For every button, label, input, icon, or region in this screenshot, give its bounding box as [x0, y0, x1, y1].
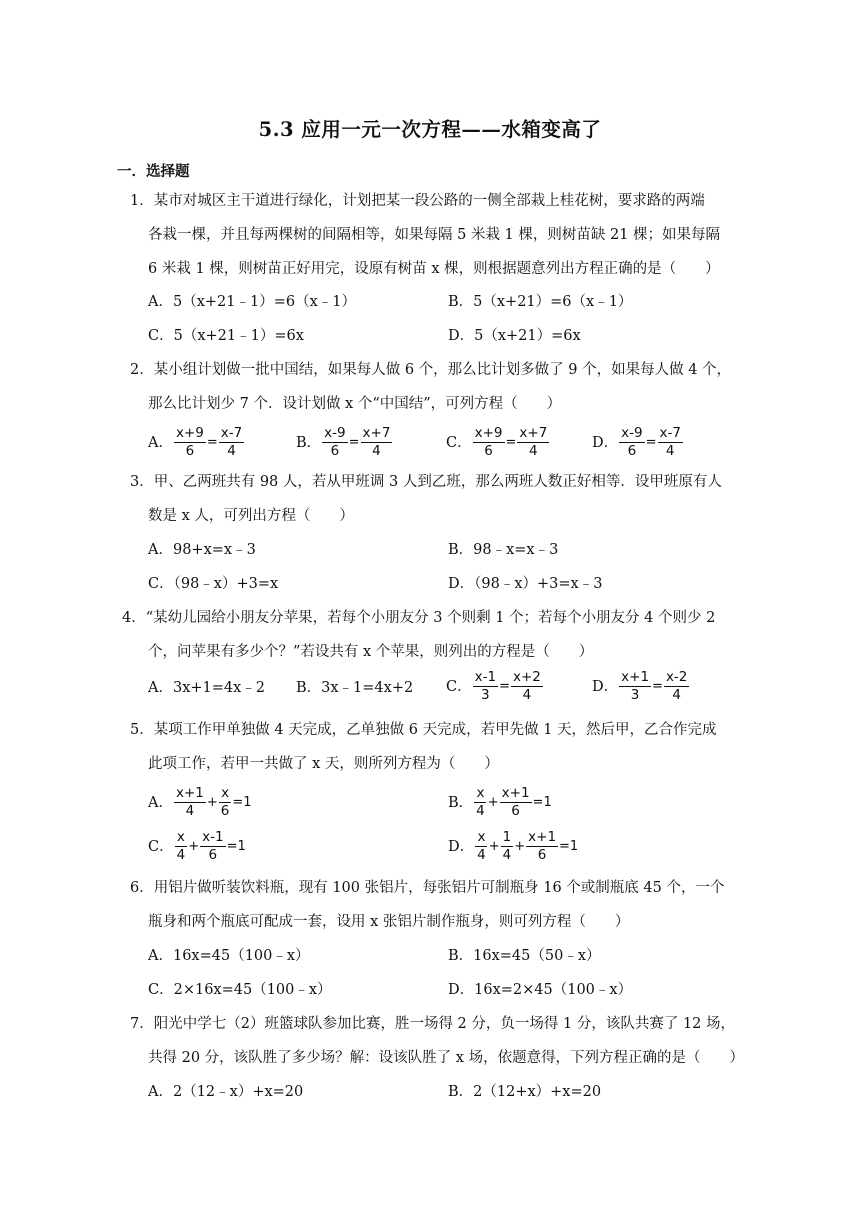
- fraction: $\frac{x-9}{6}$: [324, 425, 346, 459]
- q6-line-2: 瓶身和两个瓶底可配成一套，设用 x 张铝片制作瓶身，则可列方程（ ）: [148, 914, 630, 930]
- q4-line-1: 4．“某幼儿园给小朋友分苹果，若每个小朋友分 3 个则剩 1 个；若每个小朋友分 4 个则少 2: [122, 610, 716, 626]
- q1-line-3: 6 米栽 1 棵，则树苗正好用完，设原有树苗 x 棵，则根据题意列出方程正确的是（ ）: [148, 261, 720, 277]
- fraction: $\frac{x}{4}$: [477, 829, 486, 863]
- q5-line-1: 5．某项工作甲单独做 4 天完成，乙单独做 6 天完成，若甲先做 1 天，然后甲，乙合作完成: [130, 722, 717, 738]
- fraction: $\frac{1}{4}$: [502, 829, 512, 863]
- fraction: $\frac{x-2}{4}$: [665, 669, 688, 703]
- q1-line-2: 各栽一棵，并且每两棵树的间隔相等，如果每隔 5 米栽 1 棵，则树苗缺 21 棵；如果每隔: [148, 227, 721, 243]
- fraction: $\frac{x+7}{4}$: [362, 425, 391, 459]
- q5-option-c: C． $\frac{x}{4}$ + $\frac{x-1}{6}$ =1: [148, 829, 246, 863]
- q1-option-c: C．5（x+21﹣1）=6x: [148, 328, 304, 344]
- q3-option-c: C．（98﹣x）+3=x: [148, 576, 279, 592]
- fraction: $\frac{x+2}{4}$: [512, 669, 541, 703]
- q4-option-c: C． $\frac{x-1}{3}$ = $\frac{x+2}{4}$: [446, 669, 541, 703]
- fraction: $\frac{x-7}{4}$: [220, 425, 243, 459]
- q6-option-a: A．16x=45（100﹣x）: [148, 948, 310, 964]
- q5-line-2: 此项工作，若甲一共做了 x 天，则所列方程为（ ）: [148, 756, 499, 772]
- q5-option-a: A． $\frac{x+1}{4}$ + $\frac{x}{6}$ =1: [148, 785, 252, 819]
- q4-option-a: A．3x+1=4x﹣2: [148, 680, 266, 696]
- q3-option-b: B．98﹣x=x﹣3: [448, 542, 559, 558]
- fraction: $\frac{x+9}{6}$: [474, 425, 503, 459]
- q6-option-d: D．16x=2×45（100﹣x）: [448, 982, 633, 998]
- fraction: $\frac{x+1}{6}$: [501, 785, 530, 819]
- q1-line-1: 1．某市对城区主干道进行绿化，计划把某一段公路的一侧全部栽上桂花树，要求路的两端: [130, 193, 705, 209]
- q1-option-a: A．5（x+21﹣1）=6（x﹣1）: [148, 294, 356, 310]
- q4-option-b: B．3x﹣1=4x+2: [296, 680, 414, 696]
- fraction: $\frac{x}{6}$: [220, 785, 230, 819]
- q3-line-2: 数是 x 人，可列出方程（ ）: [148, 508, 354, 524]
- fraction: $\frac{x}{4}$: [476, 785, 485, 819]
- q2-option-d: D． $\frac{x-9}{6}$ = $\frac{x-7}{4}$: [592, 425, 681, 459]
- q7-option-a: A．2（12﹣x）+x=20: [148, 1084, 304, 1100]
- fraction: $\frac{x+7}{4}$: [519, 425, 548, 459]
- q4-line-2: 个，问苹果有多少个？”若设共有 x 个苹果，则列出的方程是（ ）: [148, 644, 594, 660]
- q3-option-d: D．（98﹣x）+3=x﹣3: [448, 576, 603, 592]
- section-heading: 一．选择题: [117, 163, 190, 180]
- fraction: $\frac{x+1}{3}$: [621, 669, 650, 703]
- fraction: $\frac{x-1}{3}$: [474, 669, 497, 703]
- q7-option-b: B．2（12+x）+x=20: [448, 1084, 602, 1100]
- q3-option-a: A．98+x=x﹣3: [148, 542, 256, 558]
- q6-option-c: C．2×16x=45（100﹣x）: [148, 982, 332, 998]
- q3-line-1: 3．甲、乙两班共有 98 人，若从甲班调 3 人到乙班，那么两班人数正好相等．设甲班原有人: [130, 474, 722, 490]
- q2-line-2: 那么比计划少 7 个．设计划做 x 个“中国结”，可列方程（ ）: [148, 396, 562, 412]
- q2-option-b: B． $\frac{x-9}{6}$ = $\frac{x+7}{4}$: [296, 425, 391, 459]
- q2-line-1: 2．某小组计划做一批中国结，如果每人做 6 个，那么比计划多做了 9 个，如果每人做 4 个，: [130, 362, 732, 378]
- fraction: $\frac{x+1}{6}$: [528, 829, 557, 863]
- fraction: $\frac{x-7}{4}$: [659, 425, 681, 459]
- q1-option-b: B．5（x+21）=6（x﹣1）: [448, 294, 633, 310]
- q5-option-b: B． $\frac{x}{4}$ + $\frac{x+1}{6}$ =1: [448, 785, 552, 819]
- fraction: $\frac{x-1}{6}$: [202, 829, 224, 863]
- q4-option-d: D． $\frac{x+1}{3}$ = $\frac{x-2}{4}$: [592, 669, 688, 703]
- q6-option-b: B．16x=45（50﹣x）: [448, 948, 601, 964]
- page-title: 5.3 应用一元一次方程——水箱变高了: [258, 118, 602, 141]
- q2-option-a: A． $\frac{x+9}{6}$ = $\frac{x-7}{4}$: [148, 425, 243, 459]
- q5-option-d: D． $\frac{x}{4}$ + $\frac{1}{4}$ + $\frac{x+1}{6}$ =1: [448, 829, 579, 863]
- fraction: $\frac{x}{4}$: [176, 829, 186, 863]
- q7-line-2: 共得 20 分，该队胜了多少场？解：设该队胜了 x 场，依题意得，下列方程正确的是（ ）: [148, 1050, 745, 1066]
- q6-line-1: 6．用铝片做听装饮料瓶，现有 100 张铝片，每张铝片可制瓶身 16 个或制瓶底 45 个，一个: [130, 880, 725, 896]
- fraction: $\frac{x-9}{6}$: [621, 425, 643, 459]
- q2-option-c: C． $\frac{x+9}{6}$ = $\frac{x+7}{4}$: [446, 425, 548, 459]
- fraction: $\frac{x+9}{6}$: [175, 425, 204, 459]
- fraction: $\frac{x+1}{4}$: [175, 785, 204, 819]
- q7-line-1: 7．阳光中学七（2）班篮球队参加比赛，胜一场得 2 分，负一场得 1 分，该队共赛了 12 场，: [130, 1016, 736, 1032]
- q1-option-d: D．5（x+21）=6x: [448, 328, 581, 344]
